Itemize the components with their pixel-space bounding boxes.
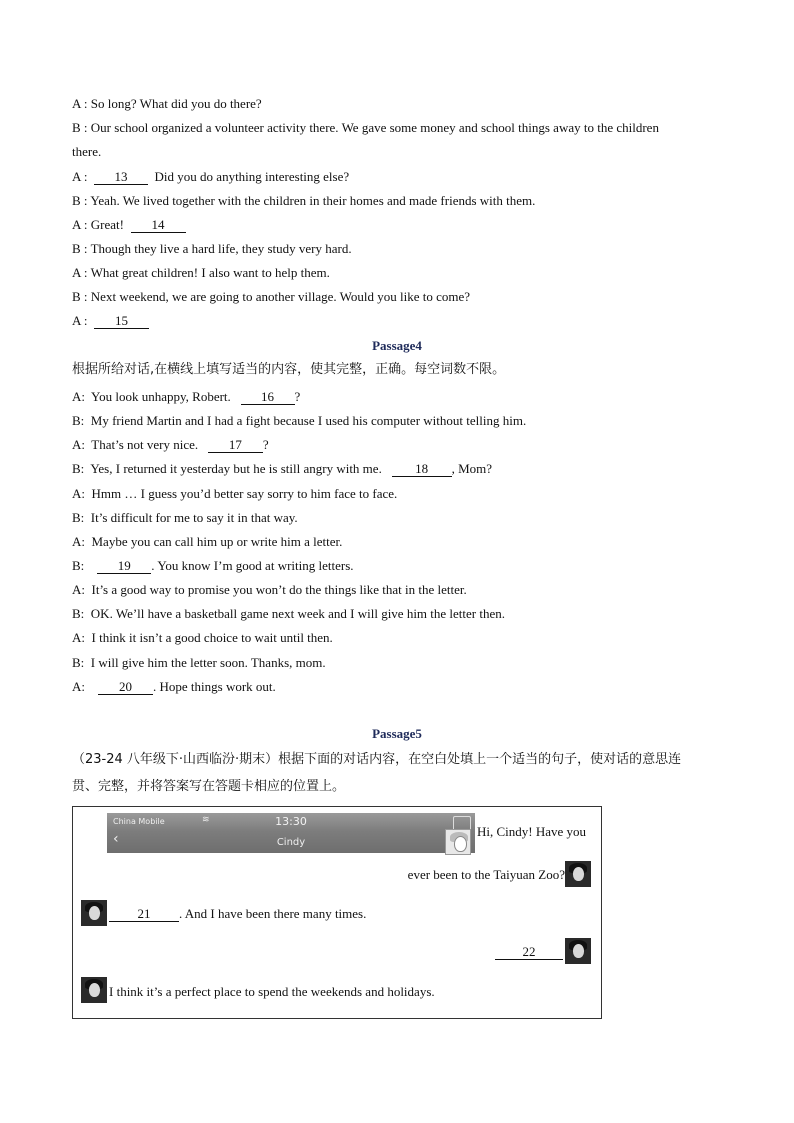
speaker-label: B:	[72, 510, 85, 525]
speaker-label: A:	[72, 389, 85, 404]
speaker-label: B	[72, 193, 81, 208]
dialogue-text: So long? What did you do there?	[90, 96, 262, 111]
answer-blank[interactable]: 14	[131, 217, 186, 233]
dialogue-line	[72, 581, 467, 599]
dialogue-line	[72, 412, 526, 430]
speaker-label: A:	[72, 582, 85, 597]
dialogue-text: Though they live a hard life, they study very hard.	[90, 241, 352, 256]
dialogue-text: Great!	[90, 217, 124, 232]
dialogue-text: ?	[262, 437, 269, 452]
speaker-label: A	[72, 96, 81, 111]
dialogue-line: A : What great children! I also want to help them.	[72, 265, 330, 280]
dialogue-text: Our school organized a volunteer activity there. We gave some money and school things away to the children	[90, 120, 659, 135]
dialogue-text: My friend Martin and I had a fight because I used his computer without telling him.	[90, 413, 527, 428]
answer-blank[interactable]: 21	[109, 906, 179, 922]
dialogue-text: That’s not very nice.	[91, 437, 199, 452]
speaker-label: A	[72, 169, 81, 184]
passage-title: Passage4	[372, 338, 422, 353]
carrier-label: China Mobile	[113, 817, 165, 826]
dialogue-text: It’s a good way to promise you won’t do the things like that in the letter.	[91, 582, 467, 597]
avatar	[565, 938, 591, 964]
speaker-label: B:	[72, 558, 85, 573]
instruction-text: 贯、完整，并将答案写在答题卡相应的位置上。	[72, 779, 346, 794]
dialogue-text: Maybe you can call him up or write him a letter.	[91, 534, 343, 549]
dialogue-line	[72, 143, 101, 161]
dialogue-line: A : So long? What did you do there?	[72, 96, 262, 111]
dialogue-line: A : 15	[72, 312, 149, 330]
answer-blank[interactable]: 20	[98, 679, 153, 695]
avatar	[565, 861, 591, 887]
chat-message	[109, 905, 366, 923]
passage-title: Passage5	[372, 726, 422, 741]
dialogue-line	[72, 509, 298, 527]
dialogue-line: B : Next weekend, we are going to another village. Would you like to come?	[72, 289, 471, 304]
speaker-label: A:	[72, 486, 85, 501]
dialogue-text: Next weekend, we are going to another village. Would you like to come?	[90, 289, 471, 304]
dialogue-text: Yes, I returned it yesterday but he is still angry with me.	[90, 461, 382, 476]
phone-status-bar	[107, 813, 475, 853]
dialogue-line	[72, 388, 300, 406]
speaker-label: B	[72, 289, 81, 304]
answer-blank[interactable]: 19	[97, 558, 151, 574]
dialogue-text: . You know I’m good at writing letters.	[151, 558, 354, 573]
avatar	[81, 977, 107, 1003]
dialogue-text: You look unhappy, Robert.	[91, 389, 231, 404]
instruction-text: 根据所给对话,在横线上填写适当的内容，使其完整，正确。每空词数不限。	[72, 362, 506, 377]
clock-time: 13:30	[275, 815, 307, 828]
speaker-label: B:	[72, 461, 85, 476]
wifi-icon: ≋	[202, 815, 210, 825]
speaker-label: B:	[72, 606, 85, 621]
chat-message: ever been to the Taiyuan Zoo?	[407, 867, 565, 882]
dialogue-line	[72, 557, 354, 575]
speaker-label: A	[72, 313, 81, 328]
avatar	[445, 829, 471, 855]
contact-name: Cindy	[276, 837, 306, 848]
answer-blank[interactable]: 16	[241, 389, 295, 405]
dialogue-line	[72, 485, 397, 503]
dialogue-line	[72, 654, 326, 672]
back-arrow-icon: ‹	[113, 831, 119, 847]
speaker-label: A	[72, 265, 81, 280]
dialogue-text: OK. We’ll have a basketball game next week and I will give him the letter then.	[90, 606, 506, 621]
dialogue-line	[72, 678, 276, 696]
answer-blank[interactable]: 13	[94, 169, 148, 185]
dialogue-line	[72, 533, 342, 551]
speaker-label: A:	[72, 534, 85, 549]
speaker-label: A:	[72, 679, 85, 694]
chat-message: Hi, Cindy! Have you	[477, 824, 587, 839]
dialogue-text: What great children! I also want to help them.	[90, 265, 330, 280]
dialogue-text: Hmm … I guess you’d better say sorry to him face to face.	[91, 486, 398, 501]
speaker-label: B:	[72, 655, 85, 670]
dialogue-text: Did you do anything interesting else?	[154, 169, 350, 184]
dialogue-line: B : Our school organized a volunteer activity there. We gave some money and school things away to the children	[72, 120, 659, 135]
dialogue-line: A : 13 Did you do anything interesting else?	[72, 169, 350, 184]
dialogue-line	[72, 436, 269, 454]
speaker-label: A	[72, 217, 81, 232]
chat-message	[495, 943, 563, 961]
speaker-label: A:	[72, 437, 85, 452]
dialogue-text: I think it isn’t a good choice to wait until then.	[91, 630, 333, 645]
dialogue-text: . Hope things work out.	[153, 679, 276, 694]
dialogue-text: , Mom?	[451, 461, 493, 476]
chat-message: I think it’s a perfect place to spend the weekends and holidays.	[109, 984, 435, 999]
dialogue-text: It’s difficult for me to say it in that way.	[90, 510, 298, 525]
chat-text: . And I have been there many times.	[179, 906, 367, 921]
answer-blank[interactable]: 18	[392, 461, 452, 477]
dialogue-text: I will give him the letter soon. Thanks, mom.	[90, 655, 326, 670]
speaker-label: B:	[72, 413, 85, 428]
answer-blank[interactable]: 15	[94, 313, 149, 329]
answer-blank[interactable]: 22	[495, 944, 563, 960]
dialogue-line: B : Yeah. We lived together with the children in their homes and made friends with them.	[72, 193, 536, 208]
answer-blank[interactable]: 17	[208, 437, 263, 453]
speaker-label: B	[72, 241, 81, 256]
speaker-label: B	[72, 120, 81, 135]
instruction-text: （23-24 八年级下·山西临汾·期末）根据下面的对话内容，在空白处填上一个适当的句子，使对话的意思连	[72, 752, 682, 767]
dialogue-line: A : Great! 14	[72, 216, 186, 234]
dialogue-line	[72, 605, 505, 623]
dialogue-text: there.	[72, 144, 102, 159]
dialogue-line: B : Though they live a hard life, they study very hard.	[72, 241, 352, 256]
dialogue-text: Yeah. We lived together with the children in their homes and made friends with them.	[90, 193, 536, 208]
speaker-label: A:	[72, 630, 85, 645]
chat-screenshot	[72, 806, 602, 1019]
dialogue-text: ?	[294, 389, 301, 404]
dialogue-line	[72, 460, 492, 478]
dialogue-line	[72, 629, 333, 647]
avatar	[81, 900, 107, 926]
